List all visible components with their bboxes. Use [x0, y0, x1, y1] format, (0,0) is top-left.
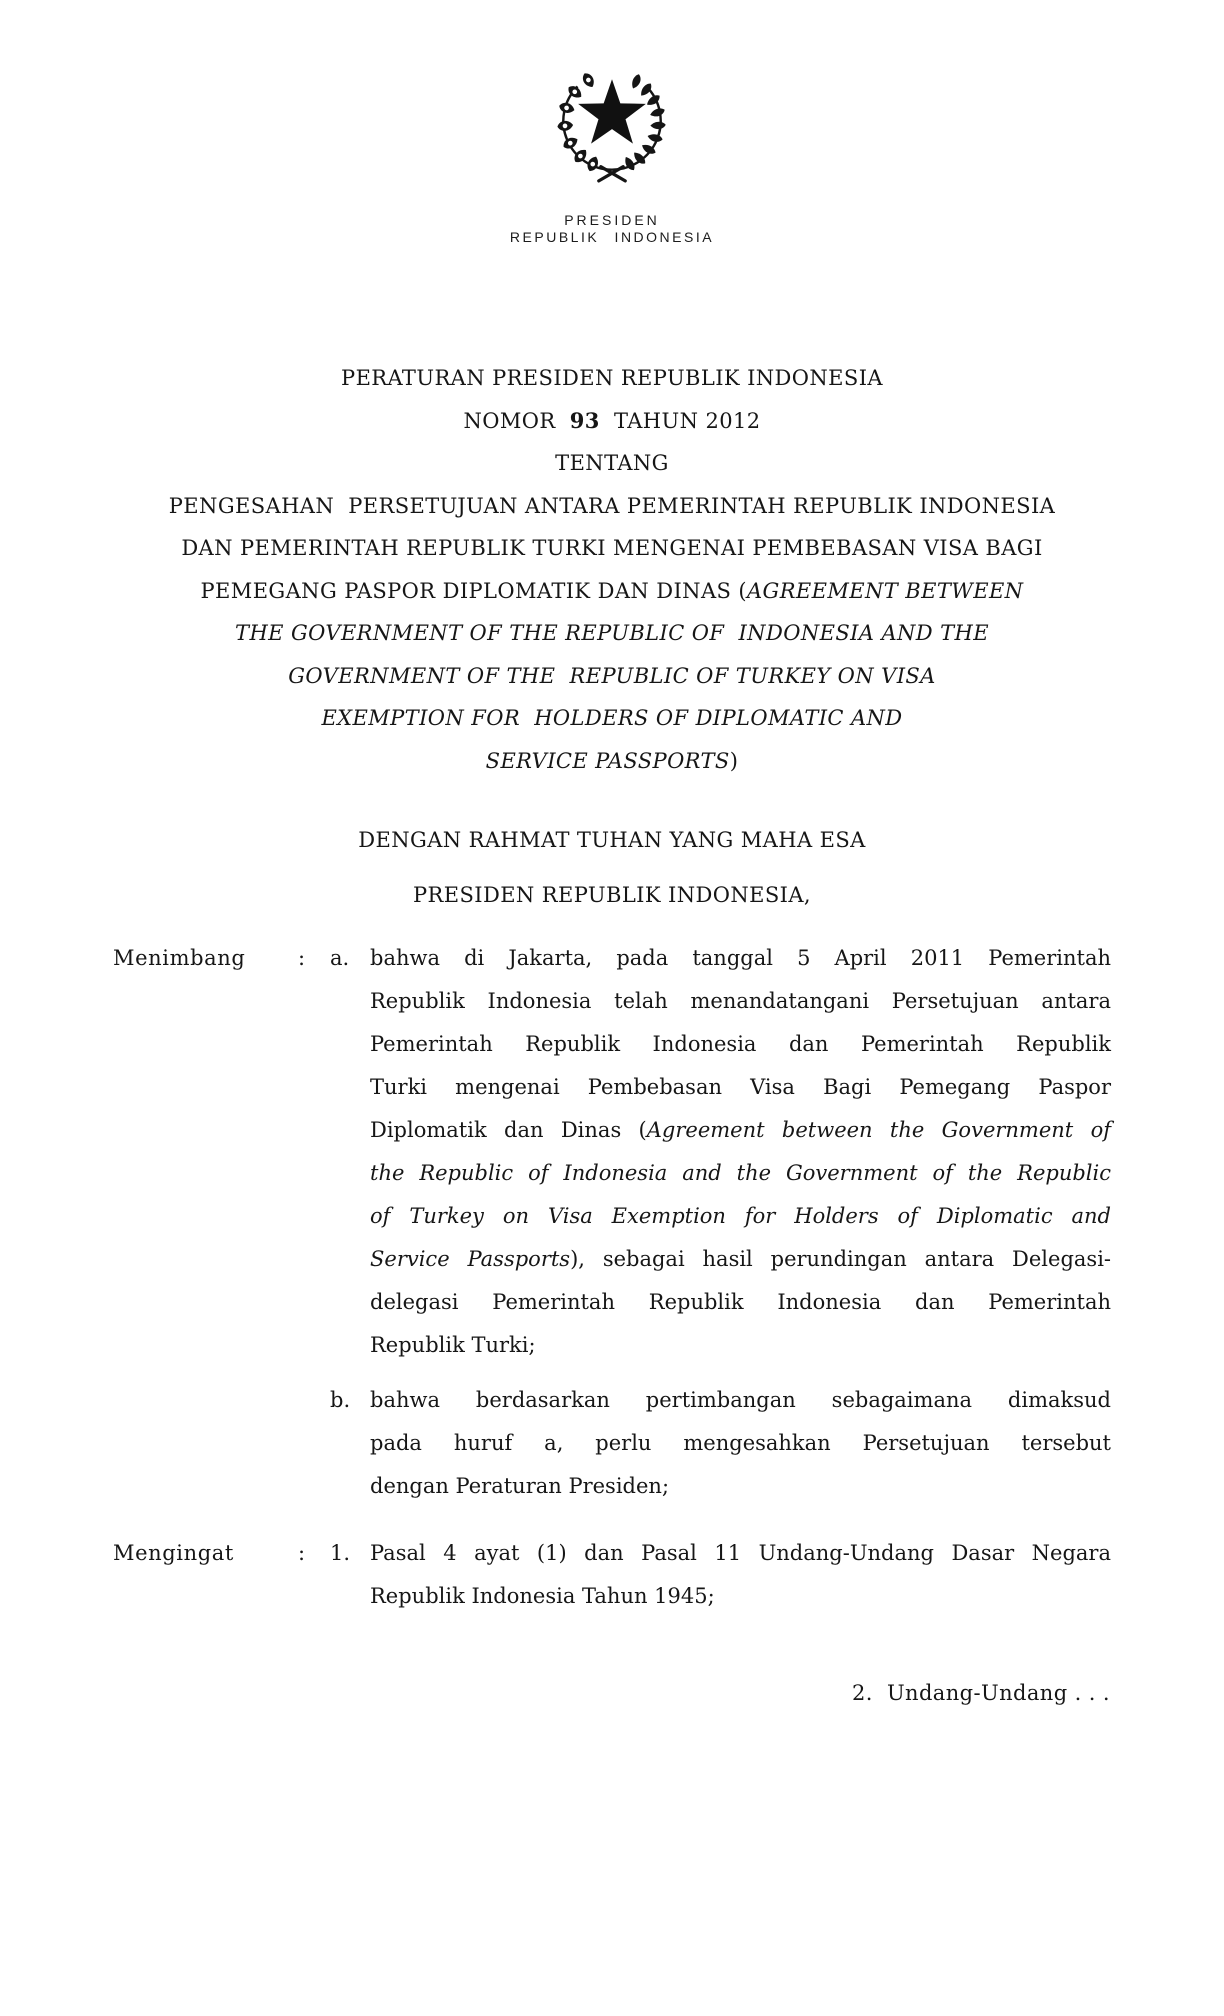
- item-text: [370, 937, 1111, 1367]
- body-line: bahwa di Jakarta, pada tanggal 5 April 2011 Pemerintah: [370, 946, 1111, 970]
- body-line: the Republic of Indonesia and the Government of the Republic: [370, 1161, 1111, 1185]
- body-line: bahwa berdasarkan pertimbangan sebagaimana dimaksud: [370, 1388, 1111, 1412]
- body-line: Pasal 4 ayat (1) dan Pasal 11 Undang-Undang Dasar Negara: [370, 1541, 1111, 1565]
- title-line: SERVICE PASSPORTS): [485, 748, 739, 773]
- authority-line: PRESIDEN REPUBLIK INDONESIA,: [413, 883, 811, 907]
- recalling-item-1: [330, 1532, 1111, 1618]
- title-line: PENGESAHAN PERSETUJUAN ANTARA PEMERINTAH REPUBLIK INDONESIA: [168, 493, 1056, 518]
- body-line: Turki mengenai Pembebasan Visa Bagi Pemegang Paspor: [370, 1075, 1111, 1099]
- recalling-colon: :: [298, 1541, 306, 1565]
- body-line: pada huruf a, perlu mengesahkan Persetujuan tersebut: [370, 1431, 1111, 1455]
- title-line: THE GOVERNMENT OF THE REPUBLIC OF INDONESIA AND THE: [235, 621, 989, 645]
- body-line: Republik Turki;: [370, 1333, 536, 1357]
- catchword: 2. Undang-Undang . . .: [851, 1681, 1110, 1705]
- item-marker: b.: [330, 1388, 351, 1412]
- letterhead: [0, 212, 1224, 246]
- body-line: delegasi Pemerintah Republik Indonesia dan Pemerintah: [370, 1290, 1111, 1314]
- letterhead-republik-indonesia: REPUBLIK INDONESIA: [509, 229, 715, 245]
- title-line: GOVERNMENT OF THE REPUBLIC OF TURKEY ON VISA: [288, 663, 936, 688]
- body-line: Pemerintah Republik Indonesia dan Pemerintah Republik: [370, 1032, 1111, 1056]
- item-marker: a.: [330, 946, 350, 970]
- letterhead-presiden: PRESIDEN: [564, 212, 660, 228]
- considering-section: [113, 937, 1111, 1508]
- title-line: PEMEGANG PASPOR DIPLOMATIK DAN DINAS (AGREEMENT BETWEEN: [200, 578, 1024, 603]
- invocation-line: DENGAN RAHMAT TUHAN YANG MAHA ESA: [358, 828, 866, 852]
- item-text: [370, 1379, 1111, 1508]
- body-line: dengan Peraturan Presiden;: [370, 1474, 670, 1498]
- recalling-label: Mengingat: [113, 1541, 234, 1565]
- recalling-items: [330, 1532, 1111, 1618]
- considering-items: [330, 937, 1111, 1508]
- body-line: Republik Indonesia telah menandatangani Persetujuan antara: [370, 989, 1111, 1013]
- title-line: EXEMPTION FOR HOLDERS OF DIPLOMATIC AND: [321, 706, 903, 730]
- body-line: Diplomatik dan Dinas (Agreement between the Government of: [370, 1118, 1111, 1142]
- regulation-title: [0, 357, 1224, 782]
- considering-item-b: [330, 1379, 1111, 1508]
- star-icon: [578, 79, 646, 143]
- recalling-section: [113, 1532, 1111, 1618]
- considering-item-a: [330, 937, 1111, 1367]
- body-line: of Turkey on Visa Exemption for Holders of Diplomatic and: [370, 1204, 1111, 1228]
- item-text: [370, 1532, 1111, 1618]
- national-emblem: [548, 62, 676, 188]
- body-line: Service Passports), sebagai hasil perundingan antara Delegasi-: [370, 1247, 1112, 1271]
- item-marker: 1.: [330, 1541, 351, 1565]
- title-line: PERATURAN PRESIDEN REPUBLIK INDONESIA: [341, 366, 883, 390]
- title-line: NOMOR 93 TAHUN 2012: [463, 407, 761, 433]
- considering-colon: :: [298, 946, 306, 970]
- considering-label: Menimbang: [113, 946, 246, 970]
- star-wreath-emblem-icon: [548, 62, 676, 188]
- title-line: DAN PEMERINTAH REPUBLIK TURKI MENGENAI PEMBEBASAN VISA BAGI: [181, 536, 1043, 560]
- title-line: TENTANG: [555, 451, 669, 475]
- body-line: Republik Indonesia Tahun 1945;: [370, 1584, 715, 1608]
